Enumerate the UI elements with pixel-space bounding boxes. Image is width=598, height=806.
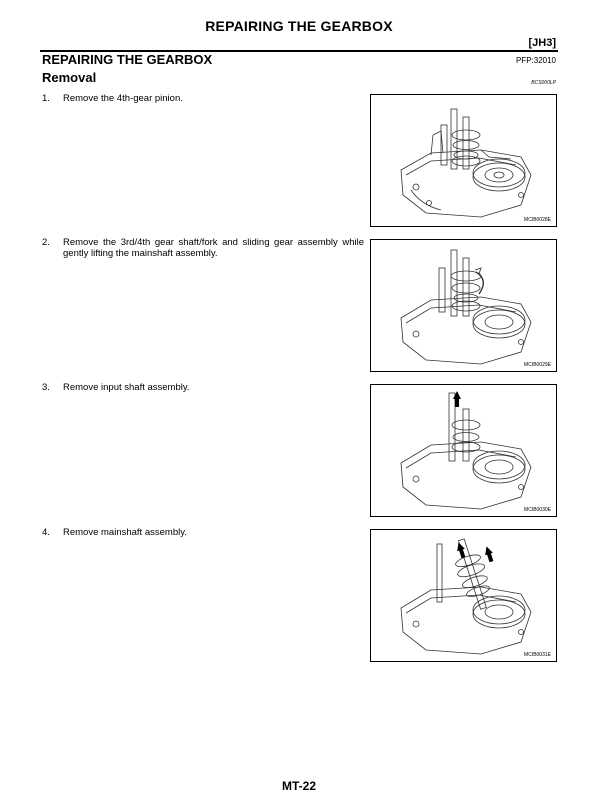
gearbox-illustration-2 <box>371 240 556 371</box>
step-text: Remove input shaft assembly. <box>63 382 190 393</box>
figure-code: MCIB0031E <box>524 652 551 658</box>
page-header-title: REPAIRING THE GEARBOX <box>205 18 393 34</box>
model-code: [JH3] <box>528 37 556 49</box>
step-number: 3. <box>42 382 50 393</box>
step-text: Remove mainshaft assembly. <box>63 527 187 538</box>
subsection-title: Removal <box>42 70 97 85</box>
step-text: Remove the 3rd/4th gear shaft/fork and sliding gear assembly while gently lifting the mainshaft assembly. <box>63 237 364 259</box>
step-number: 1. <box>42 93 50 104</box>
figure-code: MCIB0030E <box>524 507 551 513</box>
pfp-code: PFP:32010 <box>515 56 556 65</box>
step-2 <box>42 237 364 259</box>
gearbox-illustration-1 <box>371 95 556 226</box>
figure-code: MCIB0028E <box>524 217 551 223</box>
figure-2 <box>370 239 557 372</box>
figure-4 <box>370 529 557 662</box>
page-number: MT-22 <box>281 779 316 793</box>
step-1 <box>42 93 364 104</box>
figure-1 <box>370 94 557 227</box>
figure-code: MCIB0029E <box>524 362 551 368</box>
step-number: 4. <box>42 527 50 538</box>
step-4 <box>42 527 364 538</box>
figure-3 <box>370 384 557 517</box>
reference-code: BCS000LP <box>531 80 556 86</box>
step-number: 2. <box>42 237 50 248</box>
step-3 <box>42 382 364 393</box>
step-text: Remove the 4th-gear pinion. <box>63 93 183 104</box>
section-title: REPAIRING THE GEARBOX <box>42 52 213 67</box>
gearbox-illustration-4 <box>371 530 556 661</box>
gearbox-illustration-3 <box>371 385 556 516</box>
